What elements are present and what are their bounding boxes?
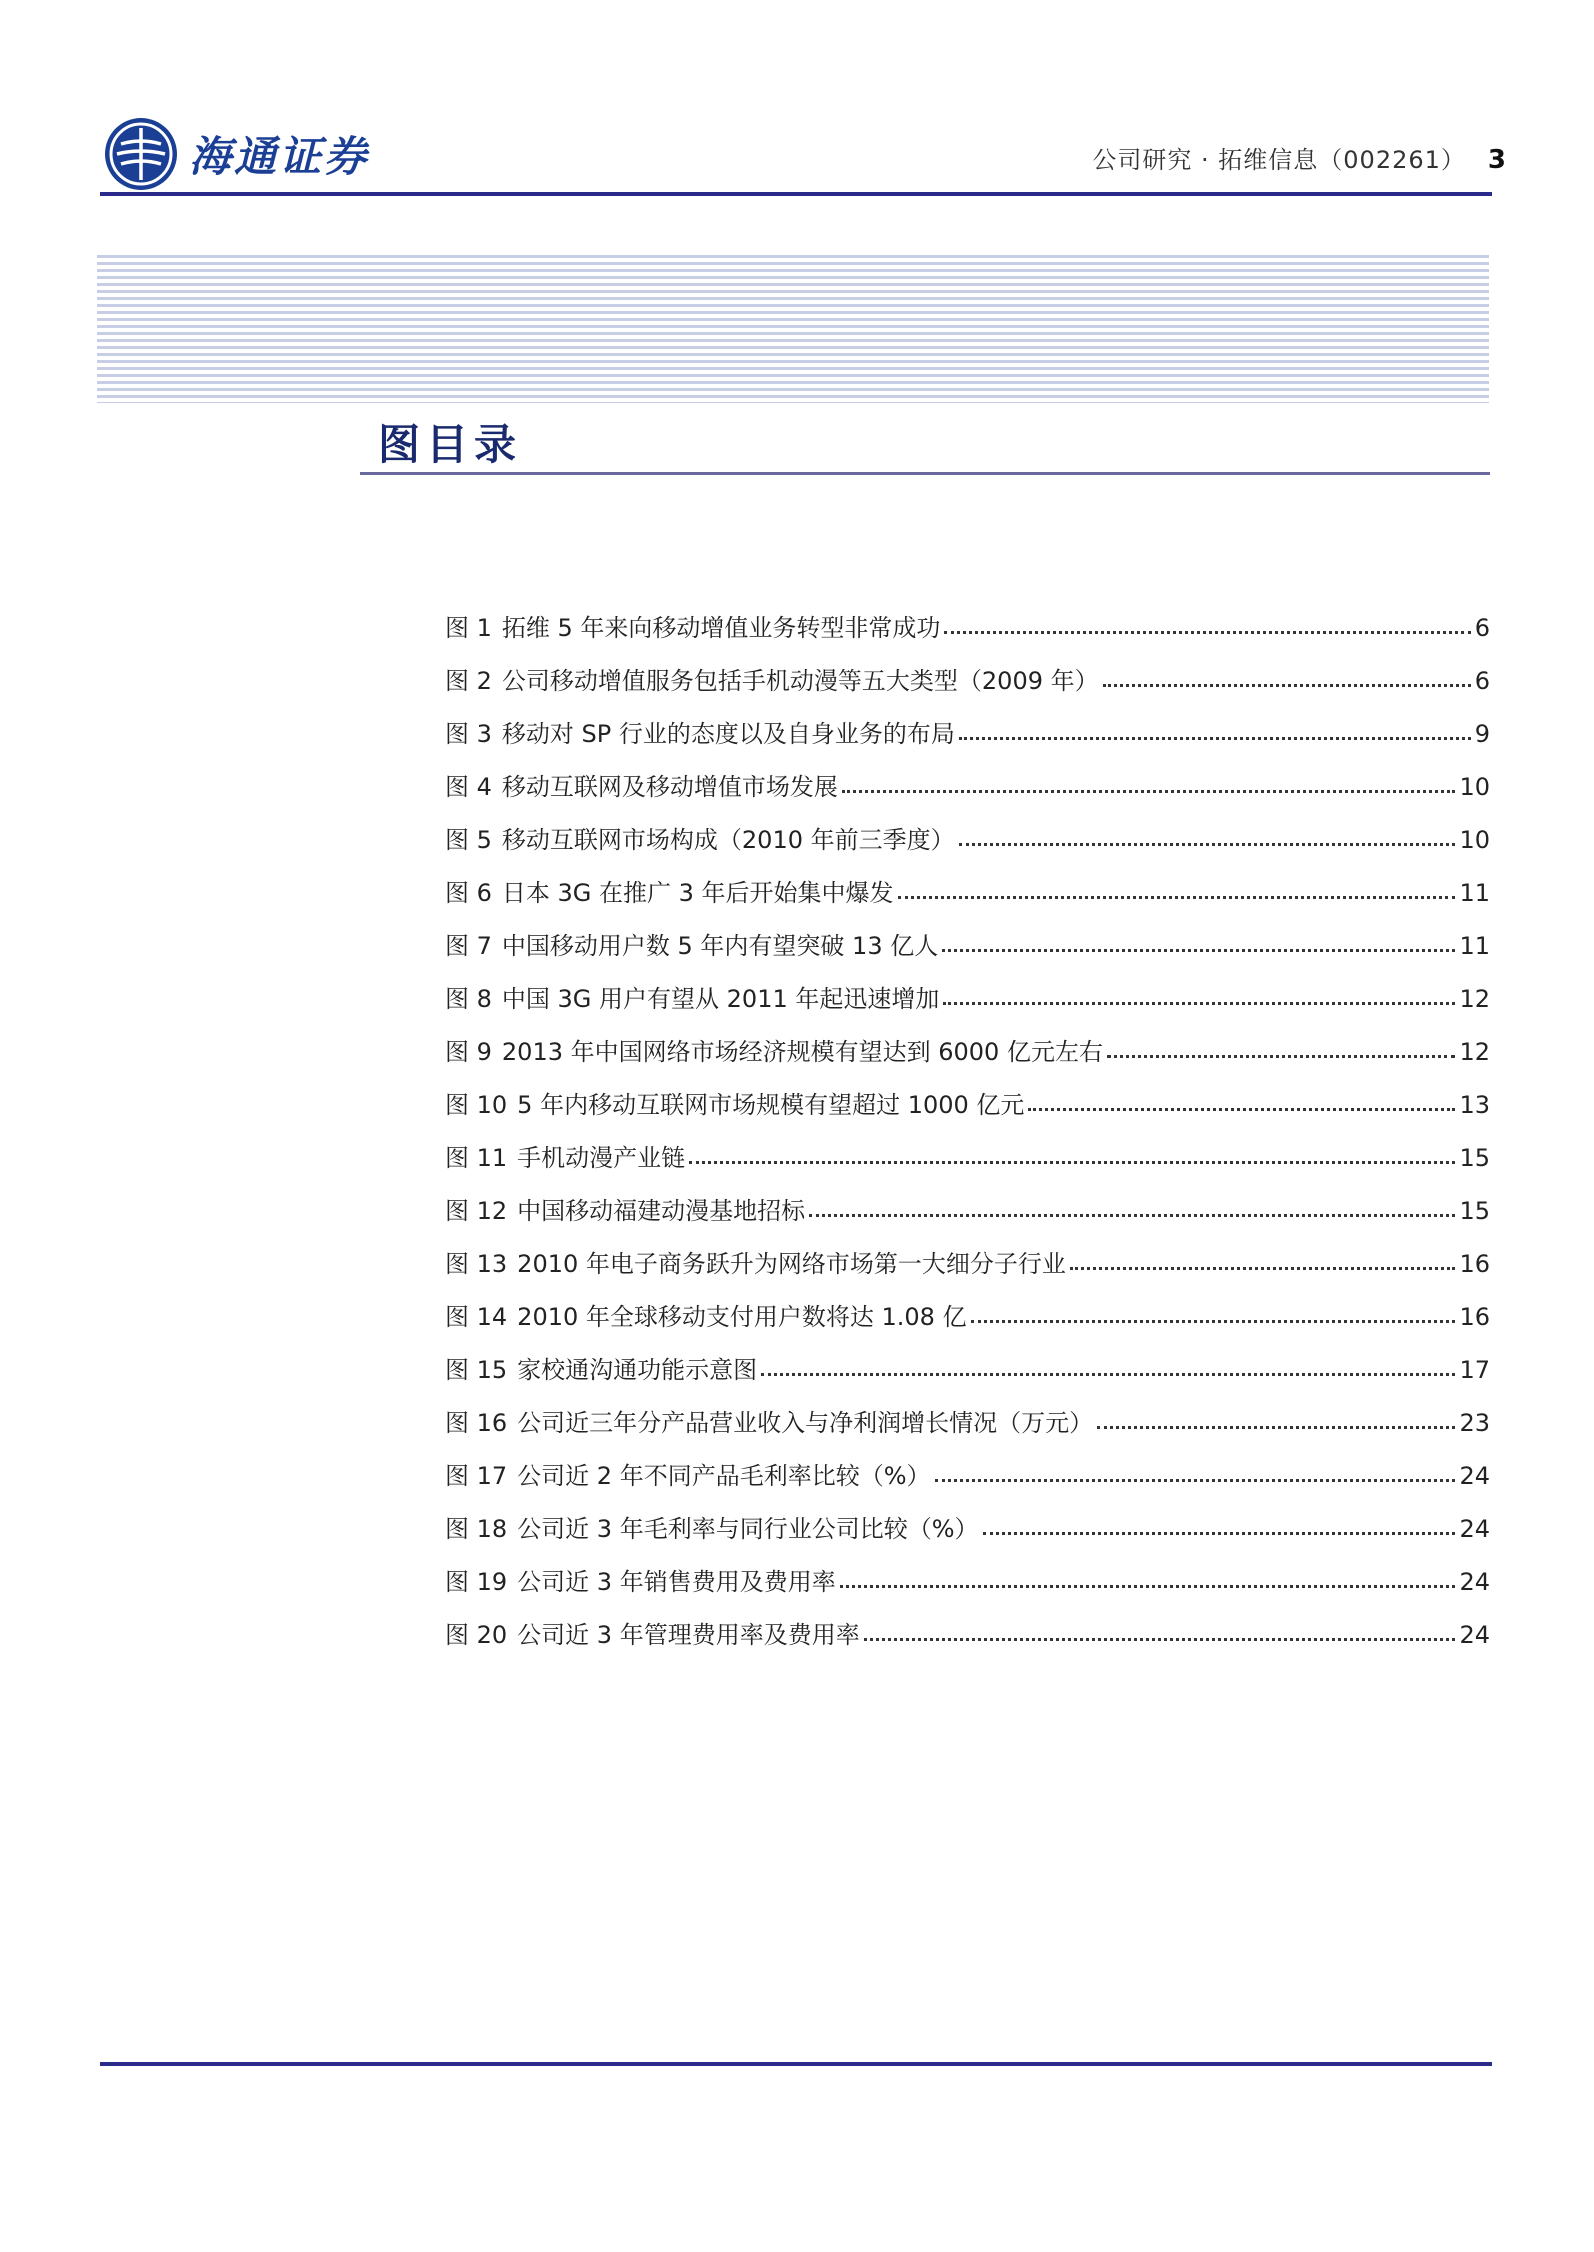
toc-page-number: 9	[1474, 720, 1490, 748]
title-divider	[360, 472, 1490, 475]
toc-entry[interactable]	[445, 1244, 1490, 1297]
toc-entry[interactable]	[445, 820, 1490, 873]
toc-entry[interactable]	[445, 873, 1490, 926]
logo-emblem-icon	[105, 118, 177, 190]
toc-leader-dots	[944, 613, 1470, 634]
toc-entry[interactable]	[445, 608, 1490, 661]
toc-leader-dots	[1028, 1090, 1455, 1111]
toc-figure-label: 图 7	[445, 932, 492, 960]
toc-leader-dots	[898, 878, 1456, 899]
toc-page-number: 24	[1459, 1462, 1490, 1490]
toc-entry[interactable]	[445, 926, 1490, 979]
toc-entry[interactable]	[445, 1297, 1490, 1350]
toc-figure-title: 拓维 5 年来向移动增值业务转型非常成功	[501, 614, 941, 642]
toc-figure-label: 图 10	[445, 1091, 508, 1119]
toc-figure-title: 日本 3G 在推广 3 年后开始集中爆发	[501, 879, 894, 907]
logo	[105, 118, 369, 190]
toc-page-number: 24	[1459, 1621, 1490, 1649]
toc-figure-title: 手机动漫产业链	[517, 1144, 686, 1172]
toc-leader-dots	[842, 772, 1456, 793]
toc-figure-label: 图 3	[445, 720, 492, 748]
toc-figure-label: 图 8	[445, 985, 492, 1013]
toc-figure-title: 2013 年中国网络市场经济规模有望达到 6000 亿元左右	[501, 1038, 1103, 1066]
header-divider	[100, 192, 1492, 196]
toc-page-number: 15	[1459, 1197, 1490, 1225]
toc-figure-label: 图 12	[445, 1197, 508, 1225]
toc-entry[interactable]	[445, 1615, 1490, 1668]
toc-page-number: 6	[1474, 667, 1490, 695]
toc-entry[interactable]	[445, 1032, 1490, 1085]
toc-page-number: 11	[1459, 932, 1490, 960]
logo-text: 海通证券	[189, 132, 370, 181]
toc-figure-title: 中国 3G 用户有望从 2011 年起迅速增加	[501, 985, 940, 1013]
toc-page-number: 13	[1459, 1091, 1490, 1119]
toc-entry[interactable]	[445, 1403, 1490, 1456]
toc-figure-label: 图 20	[445, 1621, 508, 1649]
toc-figure-title: 公司移动增值服务包括手机动漫等五大类型（2009 年）	[501, 667, 1099, 695]
toc-figure-label: 图 4	[445, 773, 492, 801]
toc-entry[interactable]	[445, 661, 1490, 714]
header-company: 公司研究 · 拓维信息（002261）	[1092, 146, 1466, 174]
toc-figure-label: 图 18	[445, 1515, 508, 1543]
toc-leader-dots	[971, 1302, 1456, 1323]
toc-leader-dots	[943, 984, 1455, 1005]
toc-leader-dots	[935, 1461, 1456, 1482]
toc-page-number: 6	[1474, 614, 1490, 642]
toc-figure-label: 图 2	[445, 667, 492, 695]
toc-leader-dots	[809, 1196, 1455, 1217]
toc-entry[interactable]	[445, 1350, 1490, 1403]
toc-entry[interactable]	[445, 1085, 1490, 1138]
toc-entry[interactable]	[445, 1138, 1490, 1191]
toc-figure-title: 公司近三年分产品营业收入与净利润增长情况（万元）	[517, 1409, 1094, 1437]
toc-figure-title: 移动对 SP 行业的态度以及自身业务的布局	[501, 720, 955, 748]
toc-entry[interactable]	[445, 1509, 1490, 1562]
toc-figure-title: 中国移动福建动漫基地招标	[517, 1197, 806, 1225]
toc-page-number: 10	[1459, 826, 1490, 854]
section-title: 图目录	[378, 420, 523, 469]
toc-figure-title: 5 年内移动互联网市场规模有望超过 1000 亿元	[517, 1091, 1025, 1119]
toc-leader-dots	[864, 1620, 1456, 1641]
toc-page-number: 24	[1459, 1515, 1490, 1543]
toc-leader-dots	[761, 1355, 1455, 1376]
toc-leader-dots	[1103, 666, 1471, 687]
toc-figure-label: 图 6	[445, 879, 492, 907]
toc-entry[interactable]	[445, 1191, 1490, 1244]
toc-leader-dots	[942, 931, 1455, 952]
toc-figure-title: 家校通沟通功能示意图	[517, 1356, 758, 1384]
toc-page-number: 12	[1459, 1038, 1490, 1066]
toc-figure-label: 图 11	[445, 1144, 508, 1172]
toc-page-number: 15	[1459, 1144, 1490, 1172]
toc-page-number: 24	[1459, 1568, 1490, 1596]
toc-figure-label: 图 19	[445, 1568, 508, 1596]
page-header	[1092, 140, 1506, 175]
toc-page-number: 16	[1459, 1303, 1490, 1331]
toc-leader-dots	[1070, 1249, 1456, 1270]
toc-figure-label: 图 13	[445, 1250, 508, 1278]
toc-entry[interactable]	[445, 714, 1490, 767]
toc-figure-title: 2010 年全球移动支付用户数将达 1.08 亿	[517, 1303, 967, 1331]
toc-leader-dots	[840, 1567, 1456, 1588]
toc-figure-title: 公司近 3 年管理费用率及费用率	[517, 1621, 860, 1649]
toc-figure-title: 公司近 2 年不同产品毛利率比较（%）	[517, 1462, 931, 1490]
figure-index-list	[445, 608, 1490, 1668]
toc-figure-title: 2010 年电子商务跃升为网络市场第一大细分子行业	[517, 1250, 1066, 1278]
toc-page-number: 17	[1459, 1356, 1490, 1384]
toc-leader-dots	[983, 1514, 1456, 1535]
toc-figure-label: 图 17	[445, 1462, 508, 1490]
toc-figure-label: 图 15	[445, 1356, 508, 1384]
toc-page-number: 11	[1459, 879, 1490, 907]
toc-figure-label: 图 5	[445, 826, 492, 854]
toc-page-number: 23	[1459, 1409, 1490, 1437]
toc-figure-title: 公司近 3 年毛利率与同行业公司比较（%）	[517, 1515, 979, 1543]
toc-entry[interactable]	[445, 1562, 1490, 1615]
footer-divider	[100, 2062, 1492, 2066]
toc-figure-title: 中国移动用户数 5 年内有望突破 13 亿人	[501, 932, 939, 960]
toc-figure-label: 图 16	[445, 1409, 508, 1437]
toc-leader-dots	[959, 719, 1471, 740]
toc-leader-dots	[959, 825, 1456, 846]
toc-figure-label: 图 9	[445, 1038, 492, 1066]
toc-page-number: 12	[1459, 985, 1490, 1013]
toc-page-number: 10	[1459, 773, 1490, 801]
decorative-stripes	[97, 255, 1489, 403]
toc-page-number: 16	[1459, 1250, 1490, 1278]
toc-entry[interactable]	[445, 767, 1490, 820]
toc-figure-label: 图 1	[445, 614, 492, 642]
toc-leader-dots	[1107, 1037, 1456, 1058]
toc-figure-title: 移动互联网市场构成（2010 年前三季度）	[501, 826, 955, 854]
toc-figure-label: 图 14	[445, 1303, 508, 1331]
toc-entry[interactable]	[445, 1456, 1490, 1509]
toc-leader-dots	[1097, 1408, 1455, 1429]
page-number: 3	[1487, 145, 1506, 175]
toc-figure-title: 公司近 3 年销售费用及费用率	[517, 1568, 836, 1596]
toc-entry[interactable]	[445, 979, 1490, 1032]
toc-leader-dots	[689, 1143, 1455, 1164]
toc-figure-title: 移动互联网及移动增值市场发展	[501, 773, 838, 801]
